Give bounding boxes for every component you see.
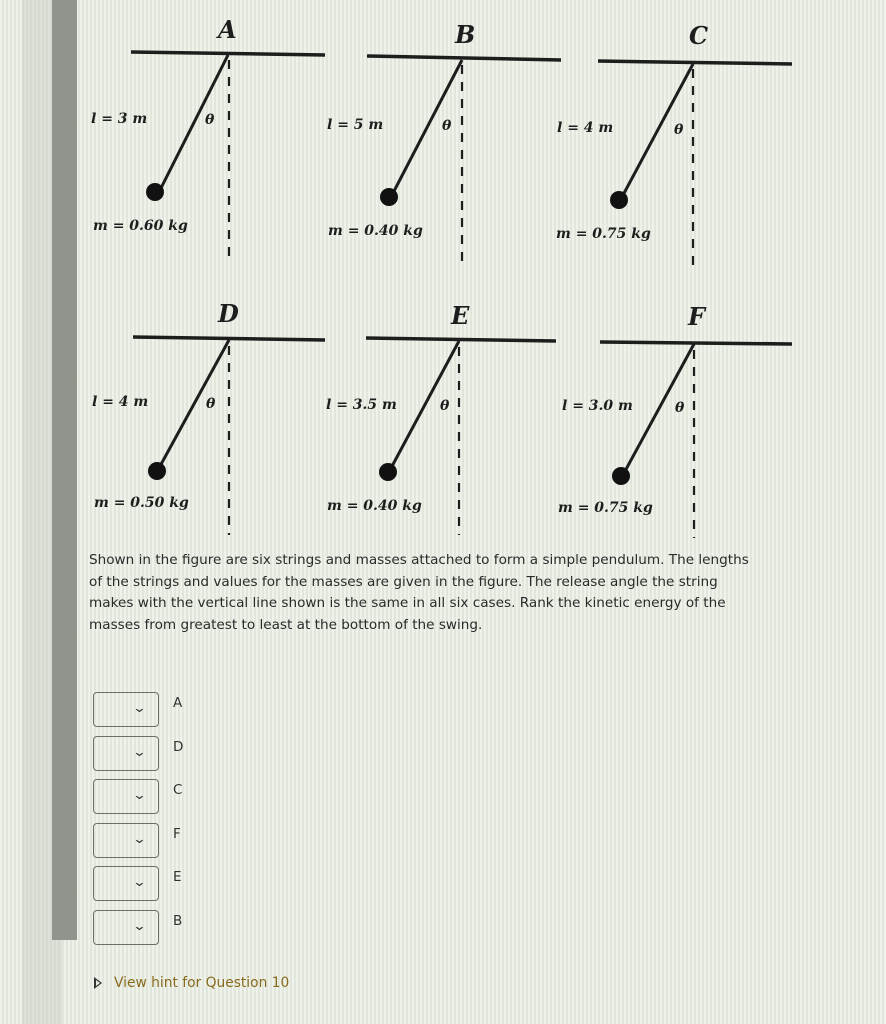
pendulum-f-mass-bob [612, 467, 630, 485]
pendulum-f-length: l = 3.0 m [562, 398, 633, 414]
rank-select-d[interactable] [93, 736, 159, 771]
pendulum-d-mass: m = 0.50 kg [94, 495, 189, 511]
pendulum-a-mass: m = 0.60 kg [93, 218, 188, 234]
chevron-down-icon: ⌄ [132, 918, 147, 934]
view-hint-link[interactable] [94, 975, 289, 991]
pendulum-b-length: l = 5 m [327, 117, 384, 133]
pendulum-a-length: l = 3 m [91, 111, 148, 127]
rank-select-a[interactable] [93, 692, 159, 727]
pendulum-e-title: E [451, 301, 470, 330]
rank-select-c[interactable] [93, 779, 159, 814]
pendulum-f [558, 302, 792, 538]
pendulum-b-mass: m = 0.40 kg [328, 223, 423, 239]
triangle-right-icon [94, 977, 102, 989]
pendulum-e-mass: m = 0.40 kg [327, 498, 422, 514]
rank-label-b: B [173, 912, 183, 929]
pendulum-e [326, 301, 556, 535]
pendulum-a-mass-bob [146, 183, 164, 201]
pendulum-c-length: l = 4 m [557, 120, 614, 136]
hint-label[interactable]: View hint for Question 10 [114, 975, 290, 991]
chevron-down-icon: ⌄ [132, 875, 147, 890]
rank-label-d: D [173, 738, 184, 755]
rank-label-e: E [173, 869, 182, 885]
pendulum-d [92, 299, 325, 535]
pendulum-e-mass-bob [379, 463, 397, 481]
pendulum-b-title: B [455, 20, 476, 49]
pendulum-f-title: F [688, 302, 706, 331]
pendulum-c-title: C [689, 21, 709, 50]
pendulum-d-title: D [218, 299, 239, 328]
pendulum-f-theta: θ [675, 400, 685, 416]
pendulum-a-title: A [218, 15, 237, 44]
pendulum-c-mass-bob [610, 191, 628, 209]
pendulum-d-mass-bob [148, 462, 166, 480]
pendulum-a [91, 15, 325, 258]
pendulum-d-length: l = 4 m [92, 394, 149, 410]
pendulum-e-length: l = 3.5 m [326, 397, 397, 413]
rank-select-b[interactable] [93, 910, 159, 945]
rank-label-f: F [173, 825, 181, 842]
pendulum-d-theta: θ [206, 396, 216, 412]
rank-label-a: A [173, 695, 183, 711]
pendulum-f-mass: m = 0.75 kg [558, 500, 653, 516]
chevron-down-icon: ⌄ [132, 831, 147, 847]
rank-label-c: C [173, 782, 183, 798]
pendulum-c-mass: m = 0.75 kg [556, 226, 651, 242]
rank-select-e[interactable] [93, 866, 159, 901]
chevron-down-icon: ⌄ [132, 744, 147, 760]
pendulum-b-theta: θ [442, 118, 452, 134]
pendulum-b-mass-bob [380, 188, 398, 206]
question-text: Shown in the figure are six strings and masses attached to form a simple pendulum. The lengths of the strings and values for the masses are given in the figure. The release angle the string makes with the vertical line shown is the same in all six cases. Rank the kinetic energy of the masses from greatest to least at the bottom of the swing. [89, 552, 749, 633]
pendulum-c [556, 21, 792, 265]
chevron-down-icon: ⌄ [132, 788, 147, 803]
pendulum-b [327, 20, 561, 262]
chevron-down-icon: ⌄ [132, 701, 147, 716]
pendulum-c-theta: θ [674, 122, 684, 138]
rank-select-f[interactable] [93, 823, 159, 858]
pendulum-a-theta: θ [205, 112, 215, 128]
pendulum-e-theta: θ [440, 398, 450, 414]
